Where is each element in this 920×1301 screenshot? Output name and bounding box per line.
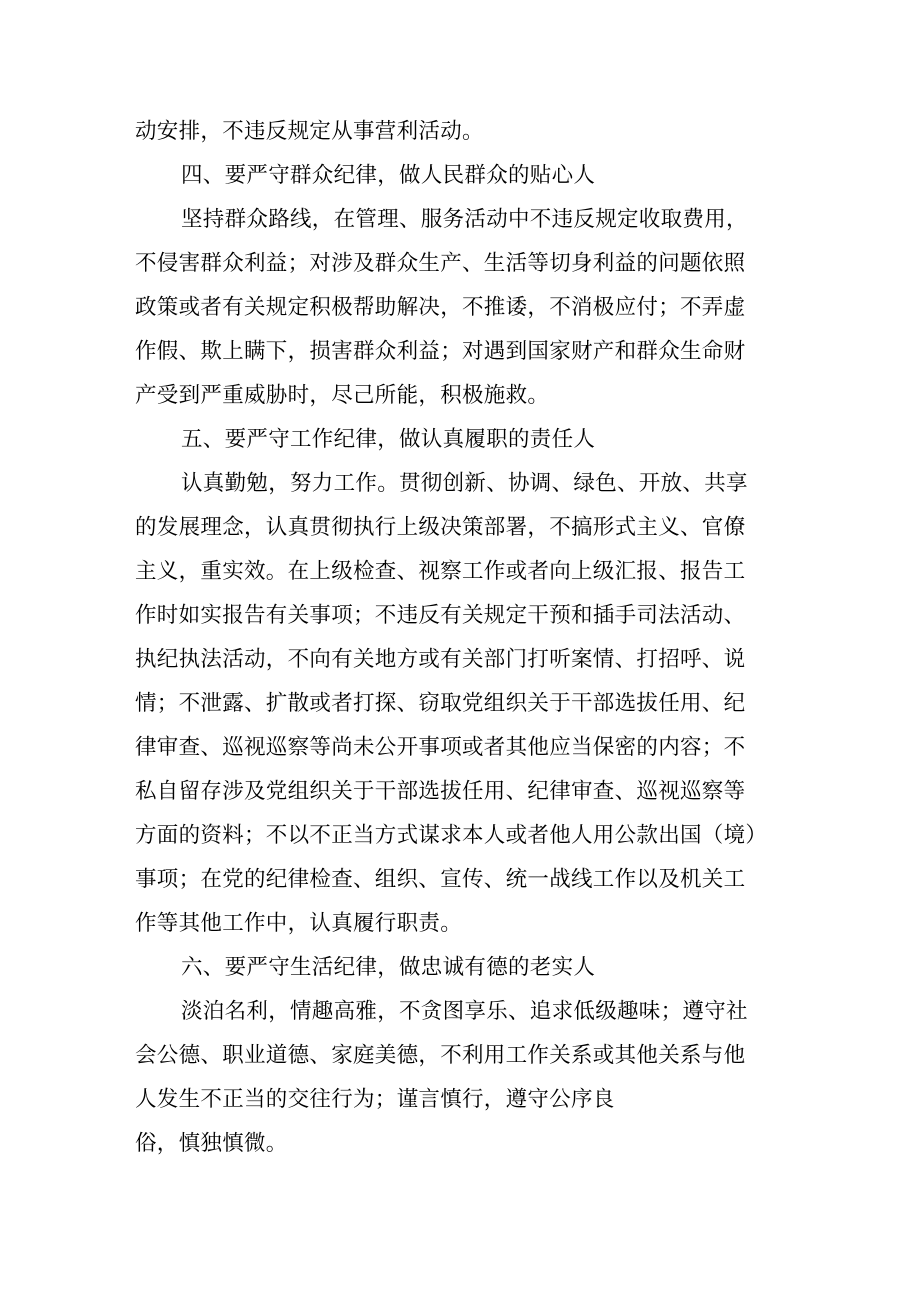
section-heading: 六、要严守生活纪律，做忠诚有德的老实人 [181, 955, 596, 980]
paragraph-line: 执纪执法活动，不向有关地方或有关部门打听案情、打招呼、说 [135, 647, 746, 672]
paragraph-line: 事项；在党的纪律检查、组织、宣传、统一战线工作以及机关工 [135, 867, 746, 892]
paragraph-line: 政策或者有关规定积极帮助解决，不推诿，不消极应付；不弄虚 [135, 295, 746, 320]
paragraph-line: 会公德、职业道德、家庭美德，不利用工作关系或其他关系与他 [135, 1043, 746, 1068]
paragraph-line: 人发生不正当的交往行为；谨言慎行，遵守公序良 [135, 1087, 615, 1112]
paragraph-line: 不侵害群众利益；对涉及群众生产、生活等切身利益的问题依照 [135, 251, 746, 276]
section-heading: 五、要严守工作纪律，做认真履职的责任人 [181, 427, 596, 452]
paragraph-line: 动安排，不违反规定从事营利活动。 [135, 119, 484, 144]
paragraph-line: 作时如实报告有关事项；不违反有关规定干预和插手司法活动、 [135, 603, 746, 628]
paragraph-line: 认真勤勉，努力工作。贯彻创新、协调、绿色、开放、共享 [181, 471, 748, 496]
paragraph-line: 私自留存涉及党组织关于干部选拔任用、纪律审查、巡视巡察等 [135, 779, 746, 804]
paragraph-line: 律审查、巡视巡察等尚未公开事项或者其他应当保密的内容；不 [135, 735, 746, 760]
paragraph-line: 情；不泄露、扩散或者打探、窃取党组织关于干部选拔任用、纪 [135, 691, 746, 716]
paragraph-line: 方面的资料；不以不正当方式谋求本人或者他人用公款出国（境） [135, 823, 768, 848]
paragraph-line: 产受到严重威胁时，尽己所能，积极施救。 [135, 383, 550, 408]
paragraph-line: 作假、欺上瞒下，损害群众利益；对遇到国家财产和群众生命财 [135, 339, 746, 364]
paragraph-line: 作等其他工作中，认真履行职责。 [135, 911, 463, 936]
section-heading: 四、要严守群众纪律，做人民群众的贴心人 [181, 163, 596, 188]
paragraph-line: 淡泊名利，情趣高雅，不贪图享乐、追求低级趣味；遵守社 [181, 999, 748, 1024]
paragraph-line: 俗，慎独慎微。 [135, 1131, 288, 1156]
paragraph-line: 主义，重实效。在上级检查、视察工作或者向上级汇报、报告工 [135, 559, 746, 584]
paragraph-line: 坚持群众路线，在管理、服务活动中不违反规定收取费用， [181, 207, 748, 232]
paragraph-line: 的发展理念，认真贯彻执行上级决策部署，不搞形式主义、官僚 [135, 515, 746, 540]
